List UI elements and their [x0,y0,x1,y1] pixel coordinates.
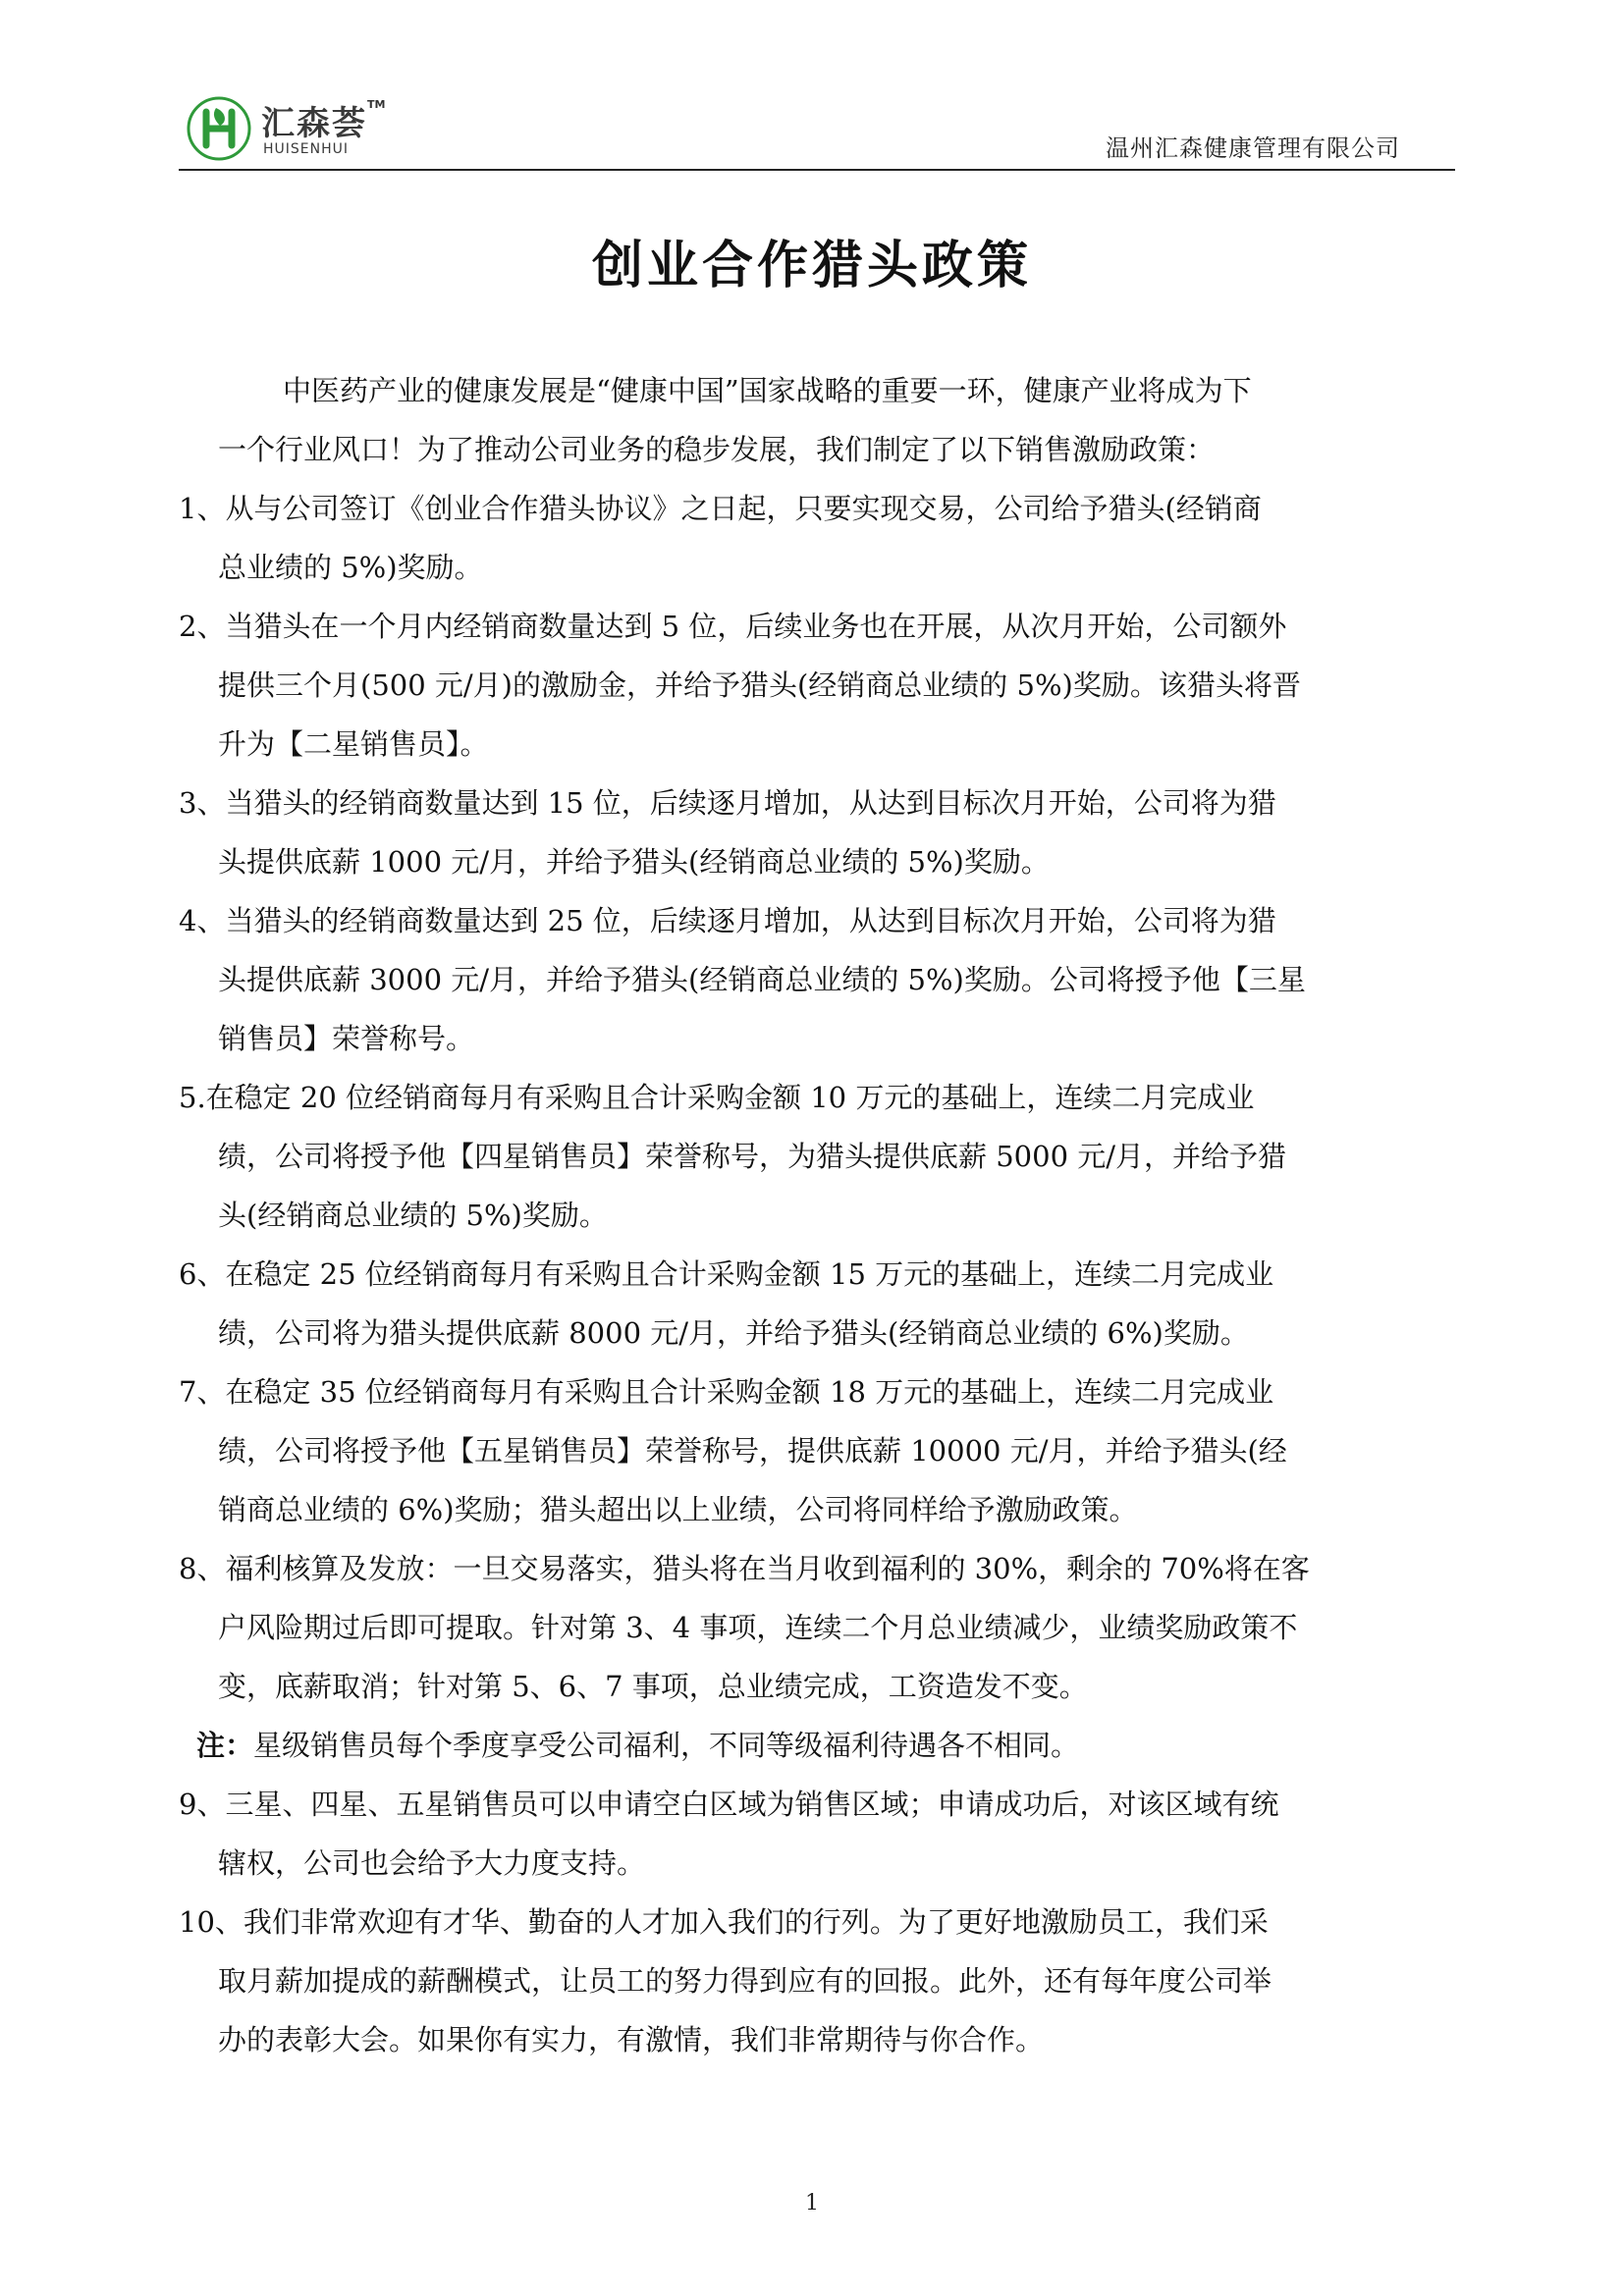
company-name: 温州汇森健康管理有限公司 [1106,134,1400,162]
body-line-text: 2、当猎头在一个月内经销商数量达到 5 位，后续业务也在开展，从次月开始，公司额外 [179,610,1287,643]
body-line [179,1186,1445,1245]
body-line [179,538,1445,597]
body-line [179,361,1445,420]
logo-chinese-text: 汇森荟 [261,104,367,143]
body-line-text: 1、从与公司签订《创业合作猎头协议》之日起，只要实现交易，公司给予猎头(经销商 [179,492,1262,525]
body-line [179,1951,1445,2010]
body-line-text: 绩，公司将授予他【四星销售员】荣誉称号，为猎头提供底薪 5000 元/月，并给予猎 [218,1140,1287,1173]
body-line [179,1480,1445,1539]
body-line [179,479,1445,538]
body-line-text: 变，底薪取消；针对第 5、6、7 事项，总业绩完成，工资造发不变。 [218,1670,1088,1703]
body-line [179,832,1445,891]
body-line-text: 销售员】荣誉称号。 [218,1022,475,1055]
body-line-text: 辖权，公司也会给予大力度支持。 [218,1846,646,1880]
body-line [179,774,1445,832]
body-line [179,420,1445,479]
body-line [179,1598,1445,1657]
body-line-text: 办的表彰大会。如果你有实力，有激情，我们非常期待与你合作。 [218,2023,1045,2056]
logo-english-text: HUISENHUI [263,141,350,157]
body-line-text: 一个行业风口！为了推动公司业务的稳步发展，我们制定了以下销售激励政策： [218,433,1216,466]
body-line-text: 6、在稳定 25 位经销商每月有采购且合计采购金额 15 万元的基础上，连续二月完成业 [179,1257,1274,1291]
body-line-text: 提供三个月(500 元/月)的激励金，并给予猎头(经销商总业绩的 5%)奖励。该猎头将晋 [218,668,1301,702]
body-line [179,715,1445,774]
body-line-text: 绩，公司将授予他【五星销售员】荣誉称号，提供底薪 10000 元/月，并给予猎头(经 [218,1434,1287,1468]
body-line-text: 中医药产业的健康发展是“健康中国”国家战略的重要一环，健康产业将成为下 [283,374,1252,407]
body-line-text: 星级销售员每个季度享受公司福利，不同等级福利待遇各不相同。 [253,1729,1080,1762]
body-line [179,891,1445,950]
body-line-text: 3、当猎头的经销商数量达到 15 位，后续逐月增加，从达到目标次月开始，公司将为猎 [179,786,1276,820]
body-line-text: 10、我们非常欢迎有才华、勤奋的人才加入我们的行列。为了更好地激励员工，我们采 [179,1905,1269,1939]
body-line [179,1127,1445,1186]
body-line-text: 头提供底薪 1000 元/月，并给予猎头(经销商总业绩的 5%)奖励。 [218,845,1050,879]
body-line [179,1834,1445,1893]
note-label: 注： [196,1729,254,1762]
body-line-text: 升为【二星销售员】。 [218,727,489,761]
body-line-text: 8、福利核算及发放：一旦交易落实，猎头将在当月收到福利的 30%，剩余的 70%将在客 [179,1552,1310,1585]
body-line [179,1893,1445,1951]
body-line-text: 销商总业绩的 6%)奖励；猎头超出以上业绩，公司将同样给予激励政策。 [218,1493,1138,1526]
body-line [179,1245,1445,1304]
body-line-text: 4、当猎头的经销商数量达到 25 位，后续逐月增加，从达到目标次月开始，公司将为猎 [179,904,1276,937]
document-title: 创业合作猎头政策 [591,237,1032,295]
body-line-text: 头提供底薪 3000 元/月，并给予猎头(经销商总业绩的 5%)奖励。公司将授予他【三星 [218,963,1306,996]
page-header [179,94,1455,171]
body-line-text: 头(经销商总业绩的 5%)奖励。 [218,1199,608,1232]
body-line [179,2010,1445,2069]
body-line [179,1775,1445,1834]
body-line-text: 取月薪加提成的薪酬模式，让员工的努力得到应有的回报。此外，还有每年度公司举 [218,1964,1272,1998]
body-line-text: 绩，公司将为猎头提供底薪 8000 元/月，并给予猎头(经销商总业绩的 6%)奖励。 [218,1316,1249,1350]
body-line [179,1657,1445,1716]
company-logo [187,96,501,161]
body-line [179,1421,1445,1480]
leaf-logo-icon [187,96,251,161]
body-line-text: 5.在稳定 20 位经销商每月有采购且合计采购金额 10 万元的基础上，连续二月完成业 [179,1081,1255,1114]
body-line [179,597,1445,656]
body-line-text: 户风险期过后即可提取。针对第 3、4 事项，连续二个月总业绩减少，业绩奖励政策不 [218,1611,1298,1644]
body-line [179,950,1445,1009]
body-line-text: 总业绩的 5%)奖励。 [218,551,483,584]
body-line [179,1304,1445,1362]
body-line [179,1068,1445,1127]
body-line [179,1539,1445,1598]
body-line [179,1716,1445,1775]
document-body [179,361,1445,2069]
body-line [179,1362,1445,1421]
body-line-text: 7、在稳定 35 位经销商每月有采购且合计采购金额 18 万元的基础上，连续二月完成业 [179,1375,1274,1409]
body-line [179,656,1445,715]
logo-trademark: TM [367,98,386,111]
page-number: 1 [805,2191,819,2216]
body-line [179,1009,1445,1068]
body-line-text: 9、三星、四星、五星销售员可以申请空白区域为销售区域；申请成功后，对该区域有统 [179,1788,1279,1821]
